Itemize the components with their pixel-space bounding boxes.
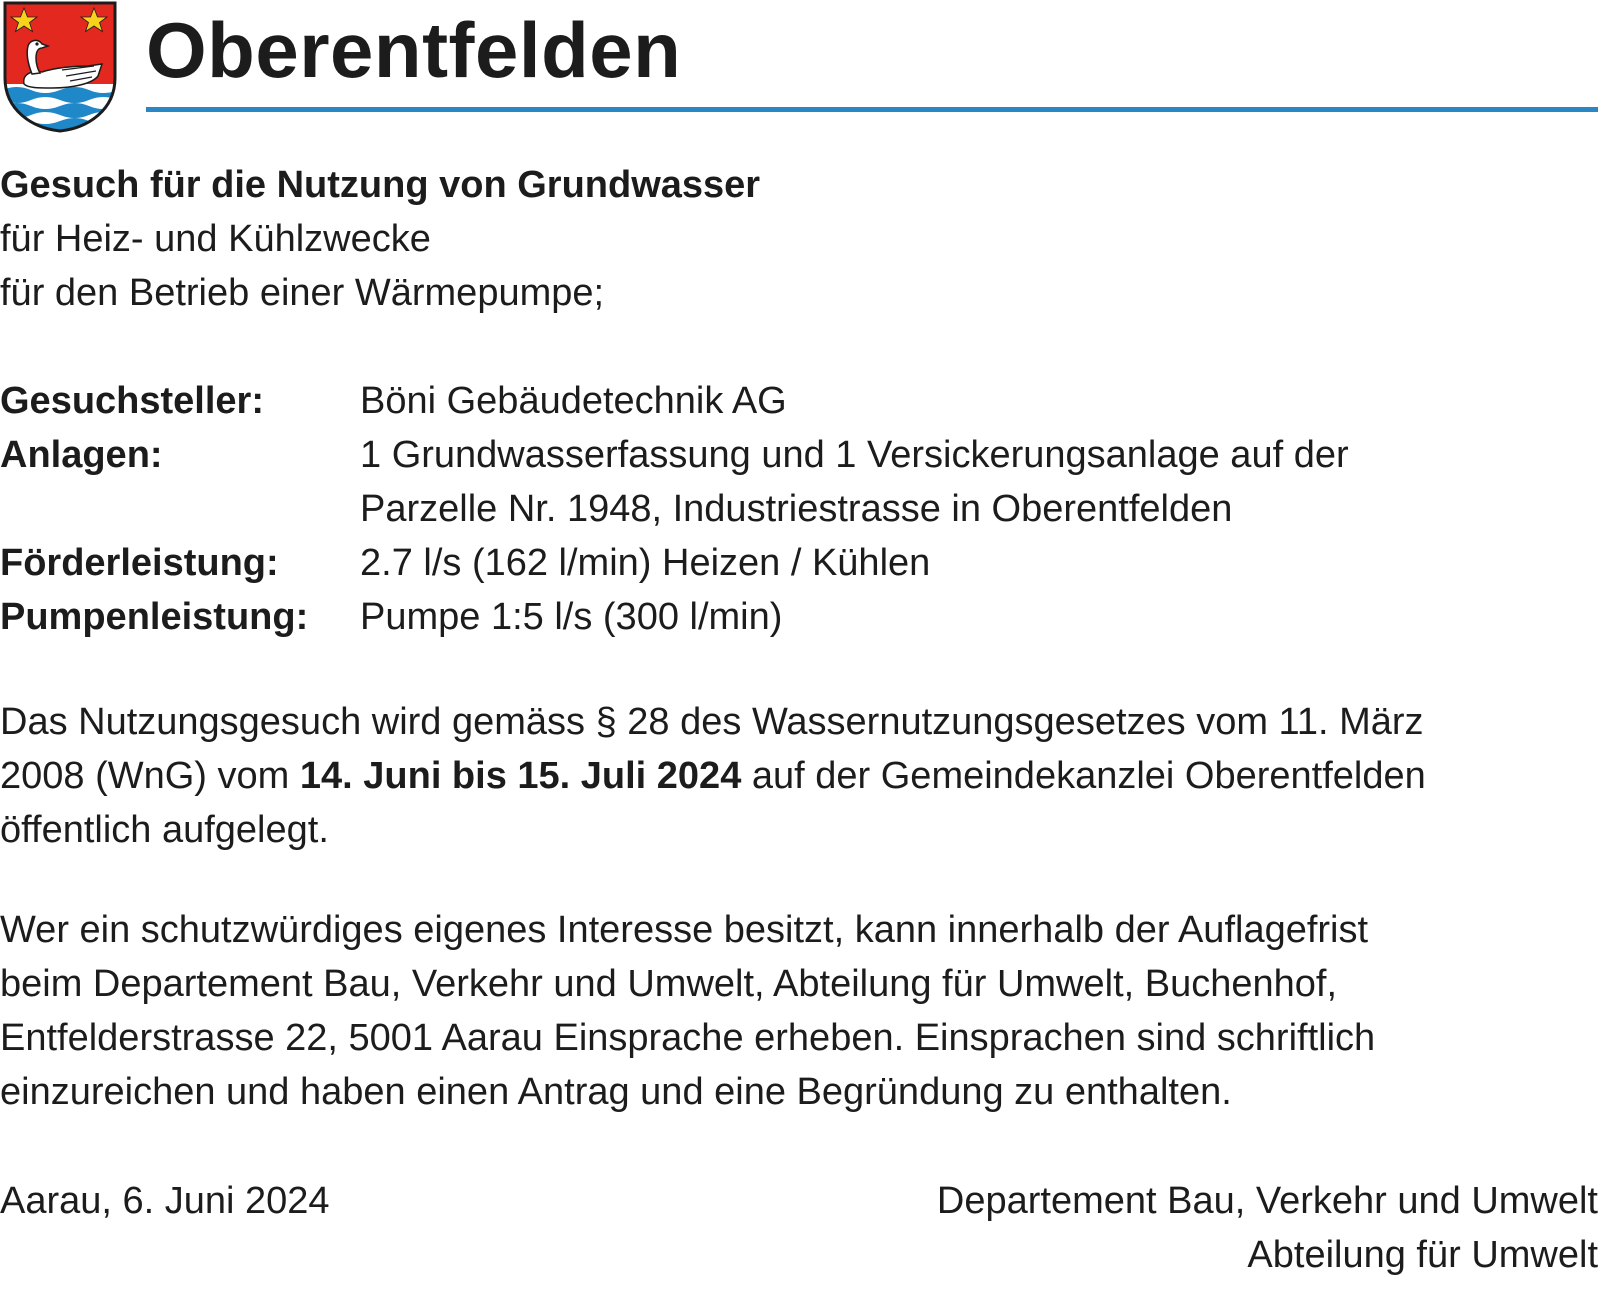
notice-heading: Gesuch für die Nutzung von Grundwasser xyxy=(0,164,761,206)
municipality-name: Oberentfelden xyxy=(146,6,682,94)
detail-row-applicant xyxy=(0,374,1349,428)
paragraph-line: beim Departement Bau, Verkehr und Umwelt, Abteilung für Umwelt, Buchenhof, xyxy=(0,963,1338,1005)
detail-row-delivery-rate xyxy=(0,536,1349,590)
detail-value xyxy=(360,536,930,590)
detail-value-line: Parzelle Nr. 1948, Industriestrasse in Oberentfelden xyxy=(360,488,1233,530)
notice-title-block xyxy=(0,158,760,320)
paragraph-line xyxy=(0,749,1598,803)
paragraph-text: 2008 (WnG) vom xyxy=(0,755,300,797)
detail-value xyxy=(360,590,782,644)
header-divider xyxy=(146,107,1598,112)
detail-label: Pumpenleistung: xyxy=(0,596,309,638)
public-display-paragraph xyxy=(0,695,1598,857)
detail-label: Gesuchsteller: xyxy=(0,380,264,422)
detail-row-facilities xyxy=(0,428,1349,536)
display-period: 14. Juni bis 15. Juli 2024 xyxy=(299,755,742,797)
detail-value xyxy=(360,428,1349,536)
detail-value-line: Böni Gebäudetechnik AG xyxy=(360,380,787,422)
notice-subheading-operation: für den Betrieb einer Wärmepumpe; xyxy=(0,272,605,314)
oberentfelden-coat-of-arms-icon xyxy=(2,0,118,134)
paragraph-line: Das Nutzungsgesuch wird gemäss § 28 des Wassernutzungsgesetzes vom 11. März xyxy=(0,701,1424,743)
place-and-date: Aarau, 6. Juni 2024 xyxy=(0,1180,330,1222)
detail-value-line: Pumpe 1:5 l/s (300 l/min) xyxy=(360,596,783,638)
authority-name: Departement Bau, Verkehr und Umwelt xyxy=(936,1180,1598,1222)
paragraph-line: einzureichen und haben einen Antrag und eine Begründung zu enthalten. xyxy=(0,1071,1232,1113)
paragraph-line: Wer ein schutzwürdiges eigenes Interesse besitzt, kann innerhalb der Auflagefrist xyxy=(0,909,1369,951)
detail-label: Förderleistung: xyxy=(0,542,279,584)
detail-value-line: 1 Grundwasserfassung und 1 Versickerungsanlage auf der xyxy=(360,434,1349,476)
notice-subheading-purpose: für Heiz- und Kühlzwecke xyxy=(0,218,431,260)
detail-label: Anlagen: xyxy=(0,434,163,476)
issuing-authority xyxy=(937,1174,1598,1282)
paragraph-text: auf der Gemeindekanzlei Oberentfelden xyxy=(741,755,1426,797)
application-details xyxy=(0,374,1349,644)
paragraph-line: Entfelderstrasse 22, 5001 Aarau Einsprache erheben. Einsprachen sind schriftlich xyxy=(0,1017,1376,1059)
detail-value xyxy=(360,374,787,428)
objection-paragraph xyxy=(0,903,1598,1119)
detail-row-pump-capacity xyxy=(0,590,1349,644)
department-name: Abteilung für Umwelt xyxy=(1247,1234,1598,1276)
paragraph-line: öffentlich aufgelegt. xyxy=(0,809,329,851)
detail-value-line: 2.7 l/s (162 l/min) Heizen / Kühlen xyxy=(360,542,931,584)
